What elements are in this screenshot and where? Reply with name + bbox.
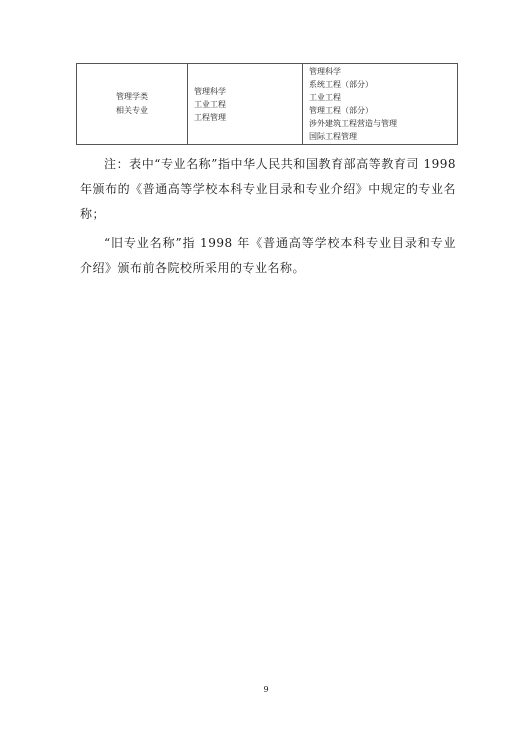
note-text-1: 注：表中“专业名称”指中华人民共和国教育部高等教育司 1998 年颁布的《普通高等学校本科专业目录和专业介绍》中规定的专业名称；	[80, 157, 456, 221]
category-cell	[77, 64, 188, 145]
old-major-item: 涉外建筑工程营造与管理	[309, 119, 397, 128]
note-paragraph-1	[80, 152, 456, 227]
major-table	[76, 63, 458, 145]
page-number: 9	[263, 685, 269, 694]
old-majors-cell	[303, 64, 458, 145]
table-row	[77, 64, 458, 145]
old-major-item: 工业工程	[309, 93, 341, 102]
major-item: 工业工程	[194, 99, 226, 109]
note-text-2: “旧专业名称”指 1998 年《普通高等学校本科专业目录和专业介绍》颁布前各院校所采用的专业名称。	[80, 236, 456, 275]
old-major-item: 国际工程管理	[309, 132, 357, 141]
majors-cell	[188, 64, 303, 145]
category-line-2: 相关专业	[116, 106, 148, 115]
major-item: 工程管理	[194, 112, 226, 122]
old-major-item: 管理科学	[309, 67, 341, 76]
old-major-item: 系统工程（部分）	[309, 80, 373, 89]
note-paragraph-2	[80, 231, 456, 281]
category-line-1: 管理学类	[116, 92, 148, 101]
major-item: 管理科学	[194, 86, 226, 96]
old-major-item: 管理工程（部分）	[309, 106, 373, 115]
